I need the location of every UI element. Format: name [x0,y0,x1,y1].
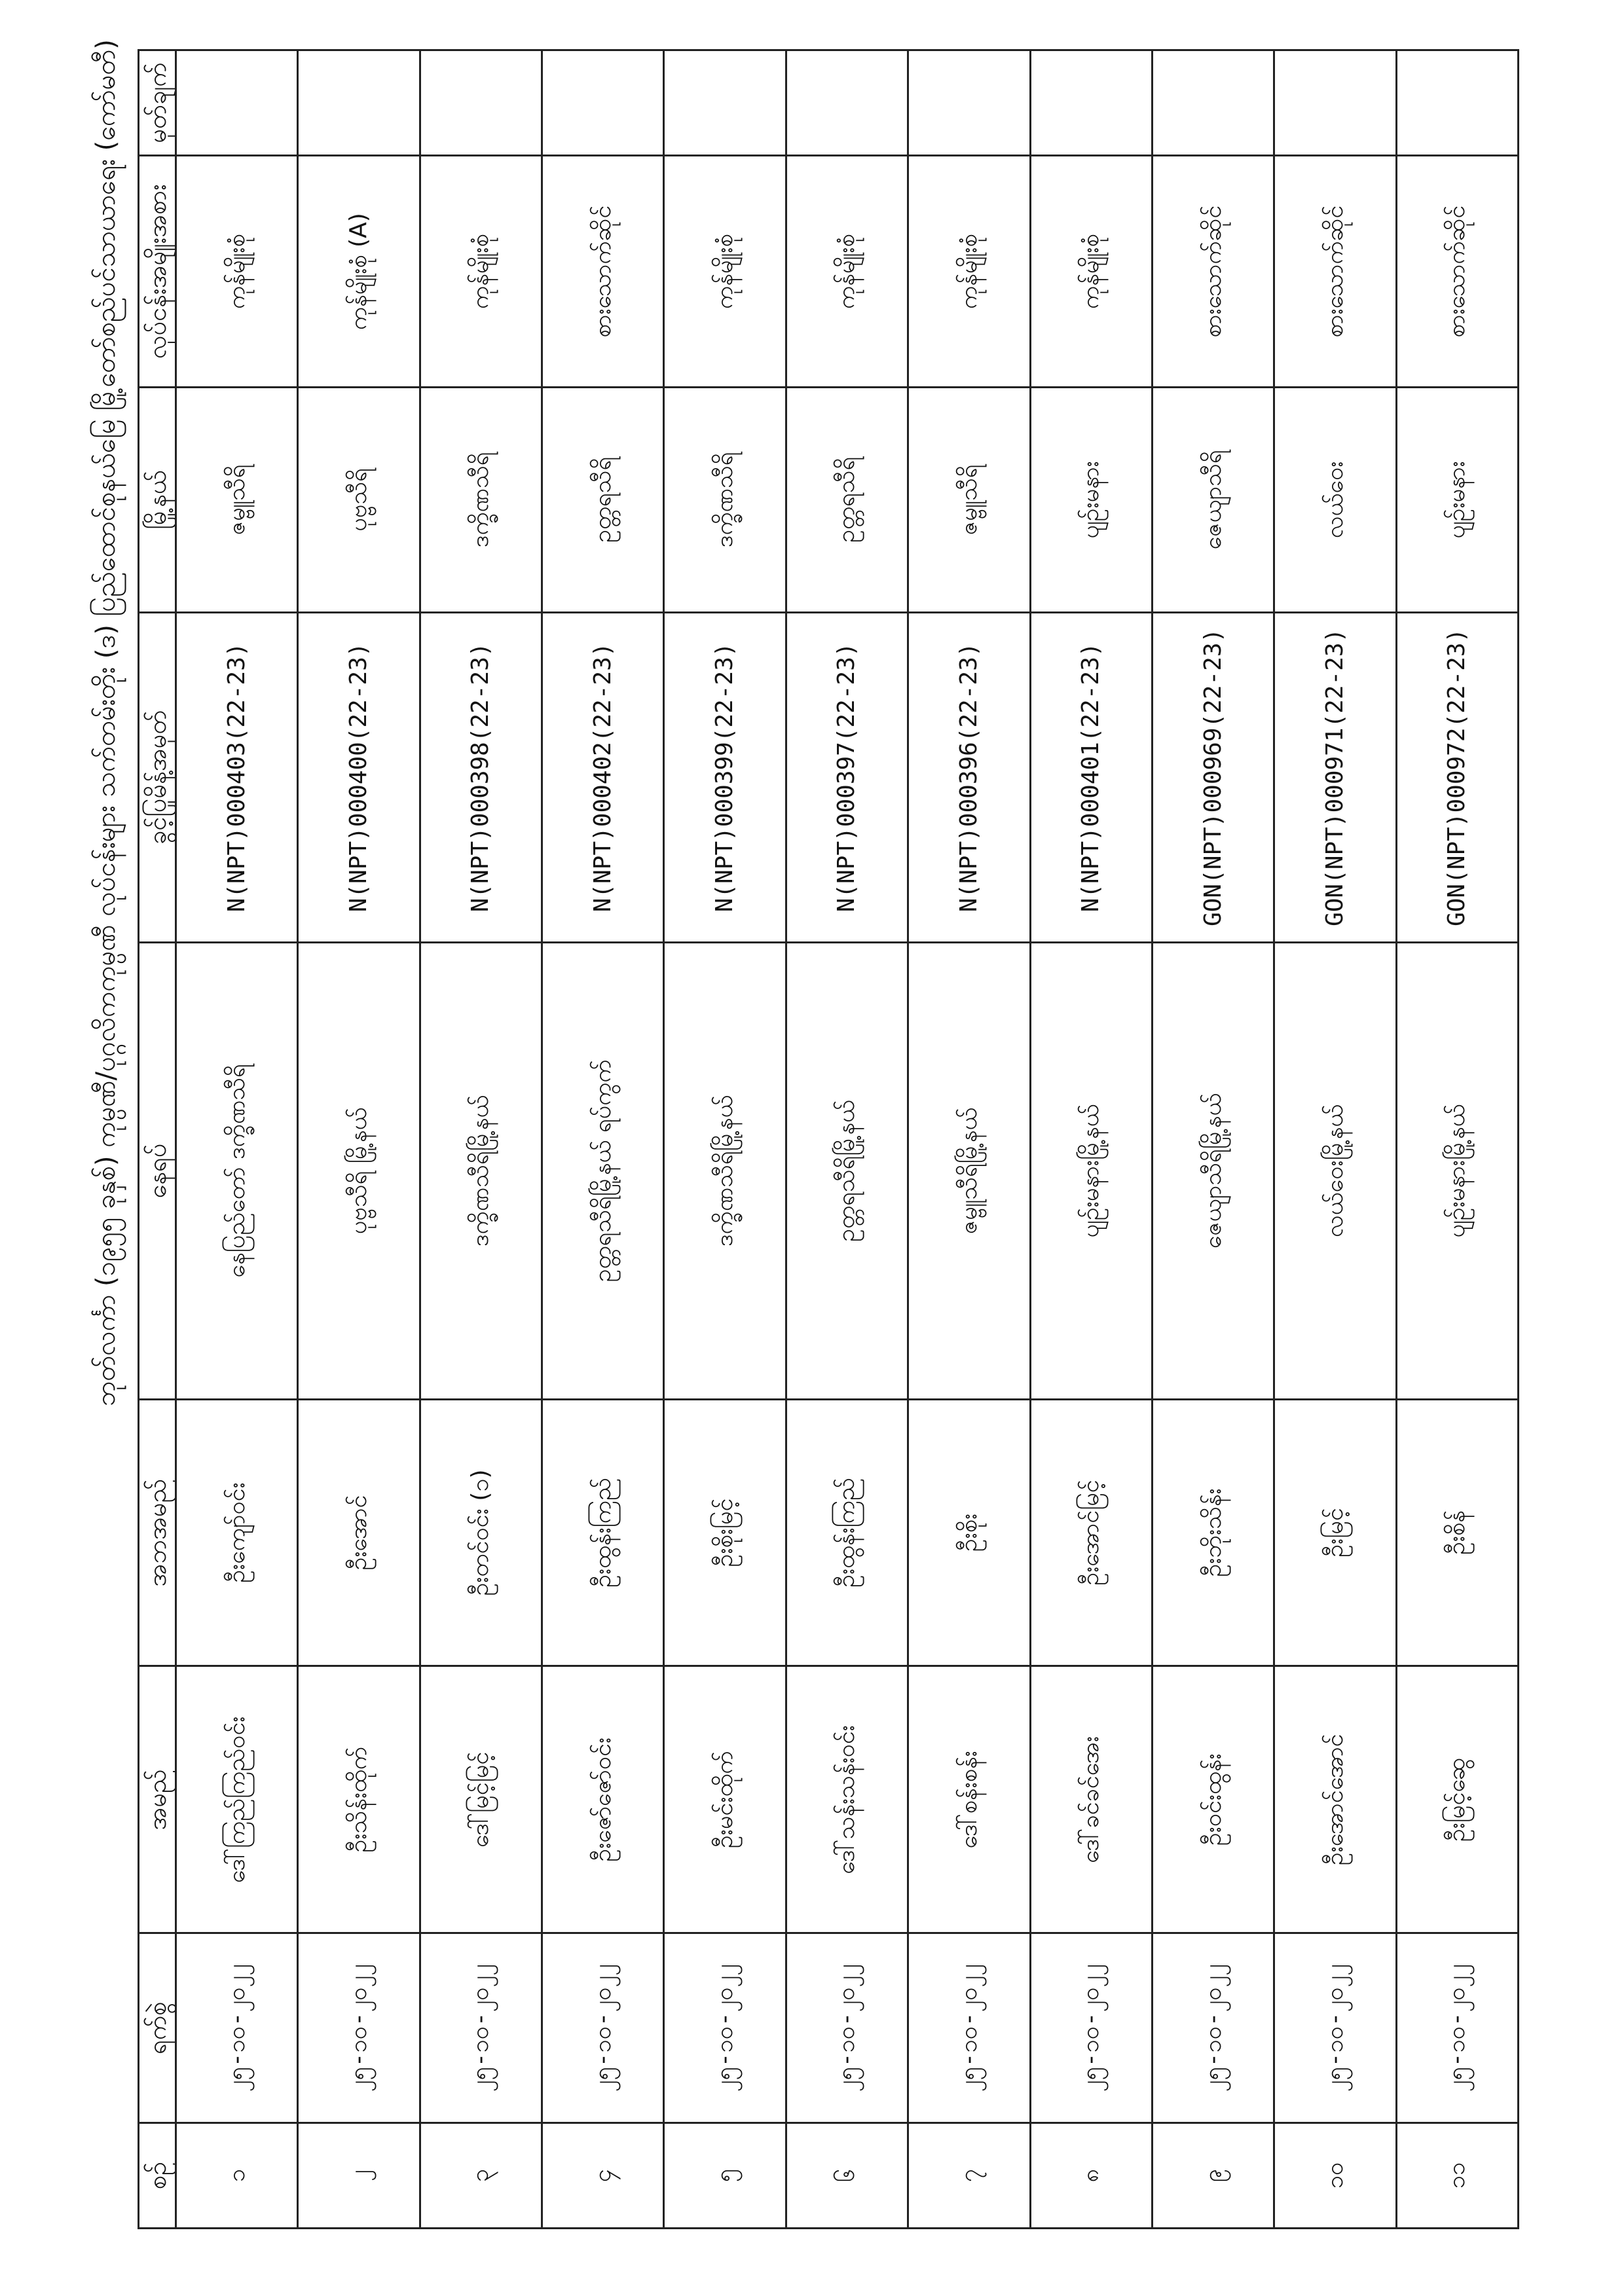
header-date: ရက်စွဲ [139,1933,176,2123]
table-header-row [139,50,176,2229]
cell-region: ဇမ္ဗူသီရိ [176,388,298,612]
cell-type: ကုန်မျိုးစုံ [664,156,786,388]
cell-address: ဇမ္ဗူသီရိမြို့နယ် [908,943,1030,1400]
cell-remark [786,50,908,156]
cell-father: ဦးအောင်မြင့် [1030,1399,1152,1666]
cell-remark [298,50,420,156]
cell-type: ကုန်မျိုးစုံ [1030,156,1152,388]
cell-name: ဦးအောင်အောင် [1274,1666,1396,1933]
table-row [542,50,664,2229]
table-row [908,50,1030,2229]
table-row [1274,50,1396,2229]
cell-no: ၁ [176,2123,298,2229]
header-region: မြို့နယ် [139,388,176,612]
cell-name: ဒေါ်စန်းစန်း [908,1666,1030,1933]
table-body [176,50,1519,2229]
table-row [664,50,786,2229]
cell-no: ၉ [1152,2123,1274,2229]
cell-license: N(NPT)000400(22-23) [298,612,420,942]
cell-license: GON(NPT)000971(22-23) [1274,612,1396,942]
cell-region: ဥတ္တရသီရိ [542,388,664,612]
cell-date: ၂၅-၁၀-၂၀၂၂ [176,1933,298,2123]
cell-region: ပျဉ်းမနား [1030,388,1152,612]
cell-region: ဥတ္တရသီရိ [786,388,908,612]
cell-father: ဦးထွန်းကြည် [542,1399,664,1666]
cell-license: N(NPT)000399(22-23) [664,612,786,942]
document-title: ဘုတ်လင်္ကာ (၁၉၅၅ ခုနှစ်) ကုမ္ပဏီ/ပုဂ္ဂလိကကုမ္ပဏီ လုပ်ငန်းများ သက်တမ်းတိုး (ဒ) ပြည်ထောင်စုနယ်မြေ မြို့တော်စည်ပင်သာယာရေး (ကော်မတီ) [91,39,121,1407]
cell-no: ၆ [786,2123,908,2229]
cell-no: ၁၀ [1274,2123,1396,2229]
cell-address: ဥတ္တရသီရိမြို့နယ် [786,943,908,1400]
table-row [1030,50,1152,2229]
cell-remark [1396,50,1518,156]
cell-address: ဒက္ခိဏသီရိမြို့နယ် [420,943,542,1400]
cell-license: N(NPT)000401(22-23) [1030,612,1152,942]
cell-address: ပျဉ်းမနားမြို့နယ် [1030,943,1152,1400]
cell-father: ဦးစိုးမြင့် [664,1399,786,1666]
cell-address: နေပြည်တော် ဒက္ခိဏသီရိ [176,943,298,1400]
cell-father: ဦးမြင့် [1274,1399,1396,1666]
cell-remark [542,50,664,156]
cell-father: ဦးစိုး [908,1399,1030,1666]
cell-type: ကုန်မျိုးစုံ [420,156,542,388]
cell-name: ဒေါ်မြင့်မြင့် [420,1666,542,1933]
cell-remark [1030,50,1152,156]
cell-remark [1274,50,1396,156]
header-type: လုပ်ငန်းအမျိုးအစား [139,156,176,388]
cell-date: ၂၅-၁၀-၂၀၂၂ [664,1933,786,2123]
cell-date: ၂၅-၁၀-၂၀၂၂ [1396,1933,1518,2123]
cell-address: ဒက္ခိဏသီရိမြို့နယ် [664,943,786,1400]
table-row [298,50,420,2229]
table-row [176,50,298,2229]
cell-remark [664,50,786,156]
cell-type: စားသောက်ဆိုင် [1274,156,1396,388]
cell-license: N(NPT)000396(22-23) [908,612,1030,942]
cell-address: လယ်ဝေးမြို့နယ် [1274,943,1396,1400]
cell-no: ၈ [1030,2123,1152,2229]
cell-type: ကုန်မျိုးစုံ (A) [298,156,420,388]
cell-name: ဒေါ်သန်းသန်းဝင်း [786,1666,908,1933]
cell-address: ပျဉ်းမနားမြို့နယ် [1396,943,1518,1400]
cell-remark [908,50,1030,156]
cell-remark [420,50,542,156]
header-address: နေရပ် [139,943,176,1400]
cell-remark [1152,50,1274,156]
cell-remark [176,50,298,156]
cell-date: ၂၅-၁၀-၂၀၂၂ [420,1933,542,2123]
cell-type: ကုန်မျိုးစုံ [176,156,298,388]
cell-region: ပုဗ္ဗသီရိ [298,388,420,612]
cell-name: ဦးဇော်ဇော်ဝင်း [542,1666,664,1933]
cell-father: ဦးအောင် [298,1399,420,1666]
cell-father: ဦးကျော်ဝင်း [176,1399,298,1666]
cell-license: GON(NPT)000972(22-23) [1396,612,1518,942]
cell-region: လယ်ဝေး [1274,388,1396,612]
cell-region: ဇမ္ဗူသီရိ [908,388,1030,612]
header-no: စဉ် [139,2123,176,2229]
cell-name: ဒေါ်ခင်ခင်အေး [1030,1666,1152,1933]
table-row [420,50,542,2229]
header-father: အဘအမည် [139,1399,176,1666]
table-row [786,50,908,2229]
cell-father: ဦးစိန် [1396,1399,1518,1666]
cell-father: ဦးတင်ဝင်း (၁) [420,1399,542,1666]
cell-name: ဦးမင်းထိုက် [664,1666,786,1933]
cell-date: ၂၅-၁၀-၂၀၂၂ [1030,1933,1152,2123]
cell-license: N(NPT)000398(22-23) [420,612,542,942]
cell-no: ၅ [664,2123,786,2229]
cell-date: ၂၅-၁၀-၂၀၂၂ [298,1933,420,2123]
cell-address: ဥတ္တရသီရိမြို့နယ် ရပ်ကွက် [542,943,664,1400]
cell-type: စားသောက်ဆိုင် [1152,156,1274,388]
cell-license: N(NPT)000402(22-23) [542,612,664,942]
cell-type: ကုန်မျိုးစုံ [786,156,908,388]
cell-type: ကုန်မျိုးစုံ [908,156,1030,388]
cell-name: ဦးဝင်းထွန်း [1152,1666,1274,1933]
cell-no: ၃ [420,2123,542,2229]
header-remark: မှတ်ချက် [139,50,176,156]
cell-date: ၂၅-၁၀-၂၀၂၂ [1274,1933,1396,2123]
cell-date: ၂၅-၁၀-၂၀၂၂ [542,1933,664,2123]
cell-license: N(NPT)000397(22-23) [786,612,908,942]
cell-date: ၂၅-၁၀-၂၀၂၂ [786,1933,908,2123]
header-name: အမည် [139,1666,176,1933]
cell-license: N(NPT)000403(22-23) [176,612,298,942]
cell-region: ဒက္ခိဏသီရိ [664,388,786,612]
cell-name: ဦးမြင့်ဆွေ [1396,1666,1518,1933]
cell-address: ဇေယျာသီရိမြို့နယ် [1152,943,1274,1400]
cell-no: ၂ [298,2123,420,2229]
license-register-table [138,49,1519,2229]
cell-license: GON(NPT)000969(22-23) [1152,612,1274,942]
cell-name: ဦးသိန်းထိုက် [298,1666,420,1933]
cell-type: စားသောက်ဆိုင် [1396,156,1518,388]
cell-no: ၁၁ [1396,2123,1518,2229]
table-row [1152,50,1274,2229]
cell-region: ဒက္ခိဏသီရိ [420,388,542,612]
cell-father: ဦးထွန်းကြည် [786,1399,908,1666]
cell-no: ၄ [542,2123,664,2229]
cell-address: ပုဗ္ဗသီရိ မြို့နယ် [298,943,420,1400]
cell-region: ဇေယျာသီရိ [1152,388,1274,612]
cell-father: ဦးဘိုးသိန်း [1152,1399,1274,1666]
header-license: ခွင့်ပြုမိန့်အမှတ် [139,612,176,942]
cell-date: ၂၅-၁၀-၂၀၂၂ [908,1933,1030,2123]
cell-region: ပျဉ်းမနား [1396,388,1518,612]
table-row [1396,50,1518,2229]
cell-name: ဒေါ်ကြည်ကြည်ဝင်း [176,1666,298,1933]
cell-type: စားသောက်ဆိုင် [542,156,664,388]
cell-date: ၂၅-၁၀-၂၀၂၂ [1152,1933,1274,2123]
cell-no: ၇ [908,2123,1030,2229]
